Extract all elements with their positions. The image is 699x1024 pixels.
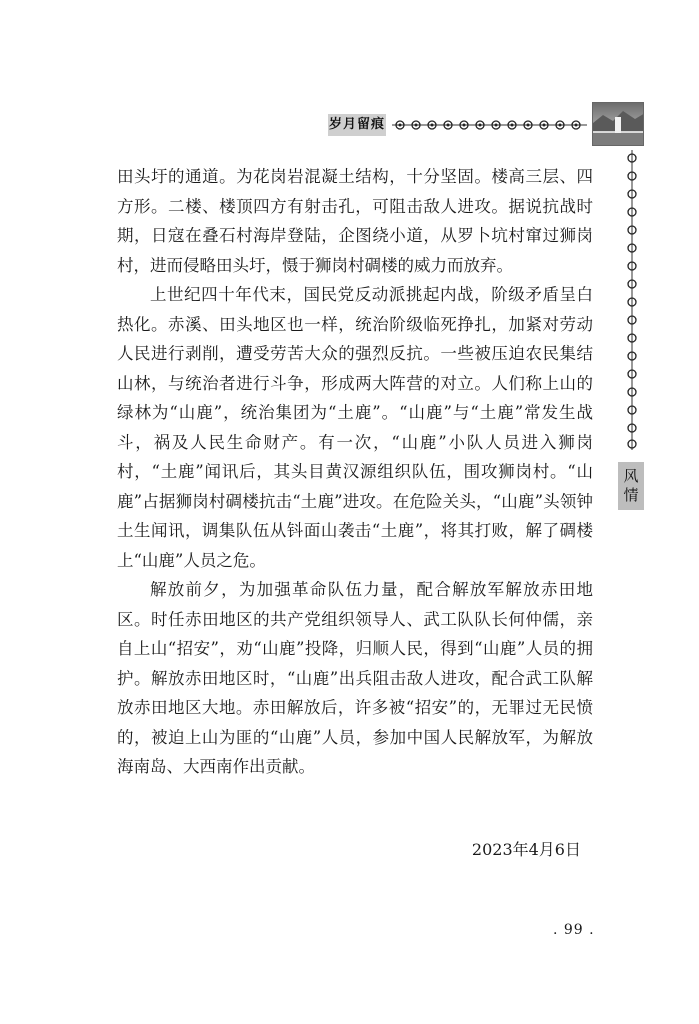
article-body bbox=[117, 162, 593, 782]
paragraph-2: 上世纪四十年代末，国民党反动派挑起内战，阶级矛盾呈白热化。赤溪、田头地区也一样，统治阶级临死挣扎，加紧对劳动人民进行剥削，遭受劳苦大众的强烈反抗。一些被压迫农民集结山林，与统治者进行斗争，形成两大阵营的对立。人们称上山的绿林为“山鹿”，统治集团为“土鹿”。“山鹿”与“土鹿”常发生战斗，祸及人民生命财产。有一次，“山鹿”小队人员进入狮岗村，“土鹿”闻讯后，其头目黄汉源组织队伍，围攻狮岗村。“山鹿”占据狮岗村碉楼抗击“土鹿”进攻。在危险关头，“山鹿”头领钟土生闻讯，调集队伍从钭面山袭击“土鹿”，将其打败，解了碉楼上“山鹿”人员之危。 bbox=[117, 285, 593, 570]
section-title: 岁月留痕 bbox=[328, 114, 386, 136]
paragraph-3: 解放前夕，为加强革命队伍力量，配合解放军解放赤田地区。时任赤田地区的共产党组织领导人、武工队队长何仲儒，亲自上山“招安”，劝“山鹿”投降，归顺人民，得到“山鹿”人员的拥护。解放赤田地区时，“山鹿”出兵阻击敌人进攻，配合武工队解放赤田地区大地。赤田解放后，许多被“招安”的，无罪过无民愤的，被迫上山为匪的“山鹿”人员，参加中国人民解放军，为解放海南岛、大西南作出贡献。 bbox=[117, 580, 593, 776]
paragraph-1: 田头圩的通道。为花岗岩混凝土结构，十分坚固。楼高三层、四方形。二楼、楼顶四方有射击孔，可阻击敌人进攻。据说抗战时期，日寇在叠石村海岸登陆，企图绕小道，从罗卜坑村窜过狮岗村，进而侵略田头圩，慑于狮岗村碉楼的威力而放弃。 bbox=[117, 167, 593, 275]
side-ornament bbox=[626, 150, 638, 450]
header-ornament bbox=[392, 118, 587, 132]
header-photo bbox=[592, 102, 644, 146]
side-tab-char-2: 情 bbox=[623, 486, 639, 504]
page-number: . 99 . bbox=[553, 922, 595, 938]
side-tab bbox=[618, 462, 644, 510]
article-date: 2023年4月6日 bbox=[471, 840, 581, 859]
side-tab-char-1: 风 bbox=[623, 467, 639, 485]
landscape-image bbox=[593, 103, 644, 146]
